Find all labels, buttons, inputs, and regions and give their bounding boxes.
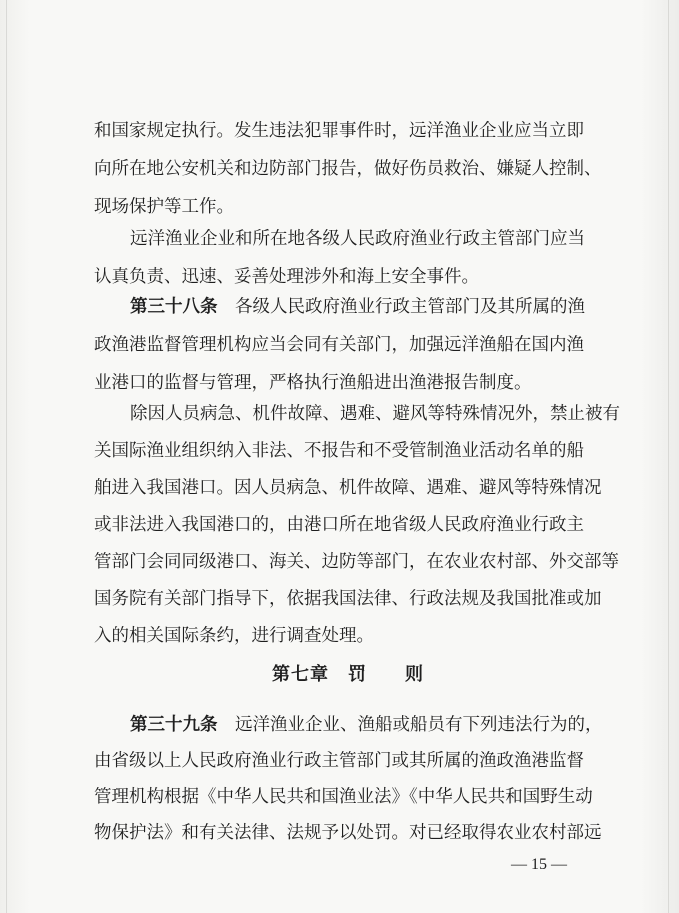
article-line	[130, 708, 603, 742]
text-line: 远洋渔业企业、渔船或船员有下列违法行为的，	[217, 715, 603, 735]
text-line: 关国际渔业组织纳入非法、不报告和不受管制渔业活动名单的船	[94, 441, 584, 461]
text-line: 或非法进入我国港口的，由港口所在地省级人民政府渔业行政主	[94, 515, 584, 535]
text-line: 各级人民政府渔业行政主管部门及其所属的渔	[217, 297, 585, 317]
text-line: 政渔港监督管理机构应当会同有关部门，加强远洋渔船在国内渔	[94, 335, 584, 355]
text-line: 认真负责、迅速、妥善处理涉外和海上安全事件。	[94, 267, 479, 287]
article-number: 第三十九条	[130, 715, 218, 735]
article-number: 第三十八条	[130, 297, 218, 317]
text-line: 除因人员病急、机件故障、遇难、避风等特殊情况外，禁止被有	[130, 404, 620, 424]
article-line	[130, 290, 585, 324]
text-line: 和国家规定执行。发生违法犯罪事件时，远洋渔业企业应当立即	[94, 121, 584, 141]
text-line: 业港口的监督与管理，严格执行渔船进出渔港报告制度。	[94, 373, 532, 393]
chapter-heading: 第七章 罚 则	[272, 664, 424, 685]
text-line: 管部门会同同级港口、海关、边防等部门，在农业农村部、外交部等	[94, 552, 619, 572]
text-line: 远洋渔业企业和所在地各级人民政府渔业行政主管部门应当	[130, 229, 585, 249]
text-line: 入的相关国际条约，进行调查处理。	[94, 626, 374, 646]
text-line: 物保护法》和有关法律、法规予以处罚。对已经取得农业农村部远	[94, 823, 602, 843]
text-line: 由省级以上人民政府渔业行政主管部门或其所属的渔政渔港监督	[94, 751, 584, 771]
text-line: 现场保护等工作。	[94, 197, 234, 217]
text-line: 舶进入我国港口。因人员病急、机件故障、遇难、避风等特殊情况	[94, 478, 602, 498]
text-line: 管理机构根据《中华人民共和国渔业法》《中华人民共和国野生动	[94, 787, 593, 807]
page-number: — 15 —	[511, 856, 567, 873]
page-right-edge	[668, 0, 669, 913]
text-line: 国务院有关部门指导下，依据我国法律、行政法规及我国批准或加	[94, 589, 602, 609]
page-left-edge	[6, 0, 7, 913]
text-line: 向所在地公安机关和边防部门报告，做好伤员救治、嫌疑人控制、	[94, 159, 602, 179]
